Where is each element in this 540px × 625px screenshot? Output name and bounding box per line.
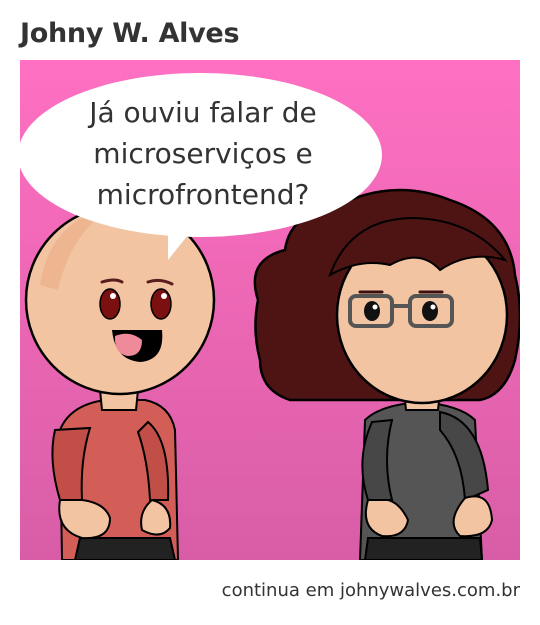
comic-panel <box>20 60 520 560</box>
speech-line-2: microserviços e <box>93 137 313 170</box>
continue-link[interactable]: continua em johnywalves.com.br <box>221 580 520 601</box>
speech-line-1: Já ouviu falar de <box>89 96 317 129</box>
speech-line-3: microfrontend? <box>96 178 310 211</box>
author-name: Johny W. Alves <box>20 18 240 49</box>
